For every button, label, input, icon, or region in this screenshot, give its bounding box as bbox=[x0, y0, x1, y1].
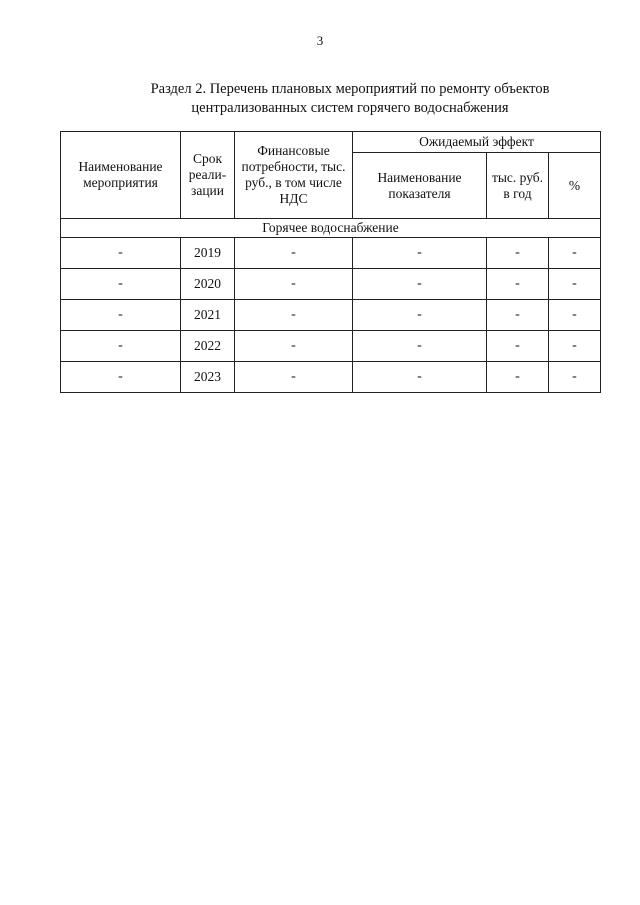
header-term: Срок реали-зации bbox=[181, 132, 235, 219]
header-row-top bbox=[61, 132, 601, 153]
page-number: 3 bbox=[316, 33, 324, 48]
cell-year: 2022 bbox=[181, 331, 235, 362]
cell-year: 2019 bbox=[181, 238, 235, 269]
section-label: Горячее водоснабжение bbox=[61, 219, 601, 238]
table-row bbox=[61, 362, 601, 393]
cell-finance: - bbox=[235, 362, 353, 393]
cell-year: 2023 bbox=[181, 362, 235, 393]
cell-finance: - bbox=[235, 331, 353, 362]
table-row bbox=[61, 269, 601, 300]
header-finance: Финансовые потребности, тыс. руб., в том числе НДС bbox=[235, 132, 353, 219]
cell-name: - bbox=[61, 362, 181, 393]
cell-rub: - bbox=[487, 269, 549, 300]
cell-percent: - bbox=[549, 238, 601, 269]
cell-percent: - bbox=[549, 269, 601, 300]
cell-year: 2020 bbox=[181, 269, 235, 300]
plan-table bbox=[60, 131, 601, 393]
cell-rub: - bbox=[487, 300, 549, 331]
table-row bbox=[61, 331, 601, 362]
table-row bbox=[61, 238, 601, 269]
cell-percent: - bbox=[549, 300, 601, 331]
header-indicator: Наименование показателя bbox=[353, 153, 487, 219]
header-rub-per-year: тыс. руб. в год bbox=[487, 153, 549, 219]
section-title-line-1: Раздел 2. Перечень плановых мероприятий по ремонту объектов bbox=[150, 81, 550, 97]
cell-rub: - bbox=[487, 362, 549, 393]
cell-indicator: - bbox=[353, 362, 487, 393]
cell-finance: - bbox=[235, 238, 353, 269]
cell-indicator: - bbox=[353, 331, 487, 362]
cell-finance: - bbox=[235, 269, 353, 300]
cell-indicator: - bbox=[353, 300, 487, 331]
cell-name: - bbox=[61, 269, 181, 300]
cell-name: - bbox=[61, 331, 181, 362]
table-row bbox=[61, 300, 601, 331]
table-body bbox=[61, 238, 601, 393]
section-title-line-2: централизованных систем горячего водоснабжения bbox=[191, 100, 509, 116]
cell-percent: - bbox=[549, 362, 601, 393]
cell-name: - bbox=[61, 300, 181, 331]
cell-percent: - bbox=[549, 331, 601, 362]
header-percent: % bbox=[549, 153, 601, 219]
cell-indicator: - bbox=[353, 238, 487, 269]
cell-rub: - bbox=[487, 331, 549, 362]
section-row bbox=[61, 219, 601, 238]
cell-indicator: - bbox=[353, 269, 487, 300]
cell-rub: - bbox=[487, 238, 549, 269]
cell-finance: - bbox=[235, 300, 353, 331]
section-title bbox=[60, 80, 640, 118]
header-name: Наименование мероприятия bbox=[61, 132, 181, 219]
header-expected-effect: Ожидаемый эффект bbox=[353, 132, 601, 153]
cell-year: 2021 bbox=[181, 300, 235, 331]
cell-name: - bbox=[61, 238, 181, 269]
